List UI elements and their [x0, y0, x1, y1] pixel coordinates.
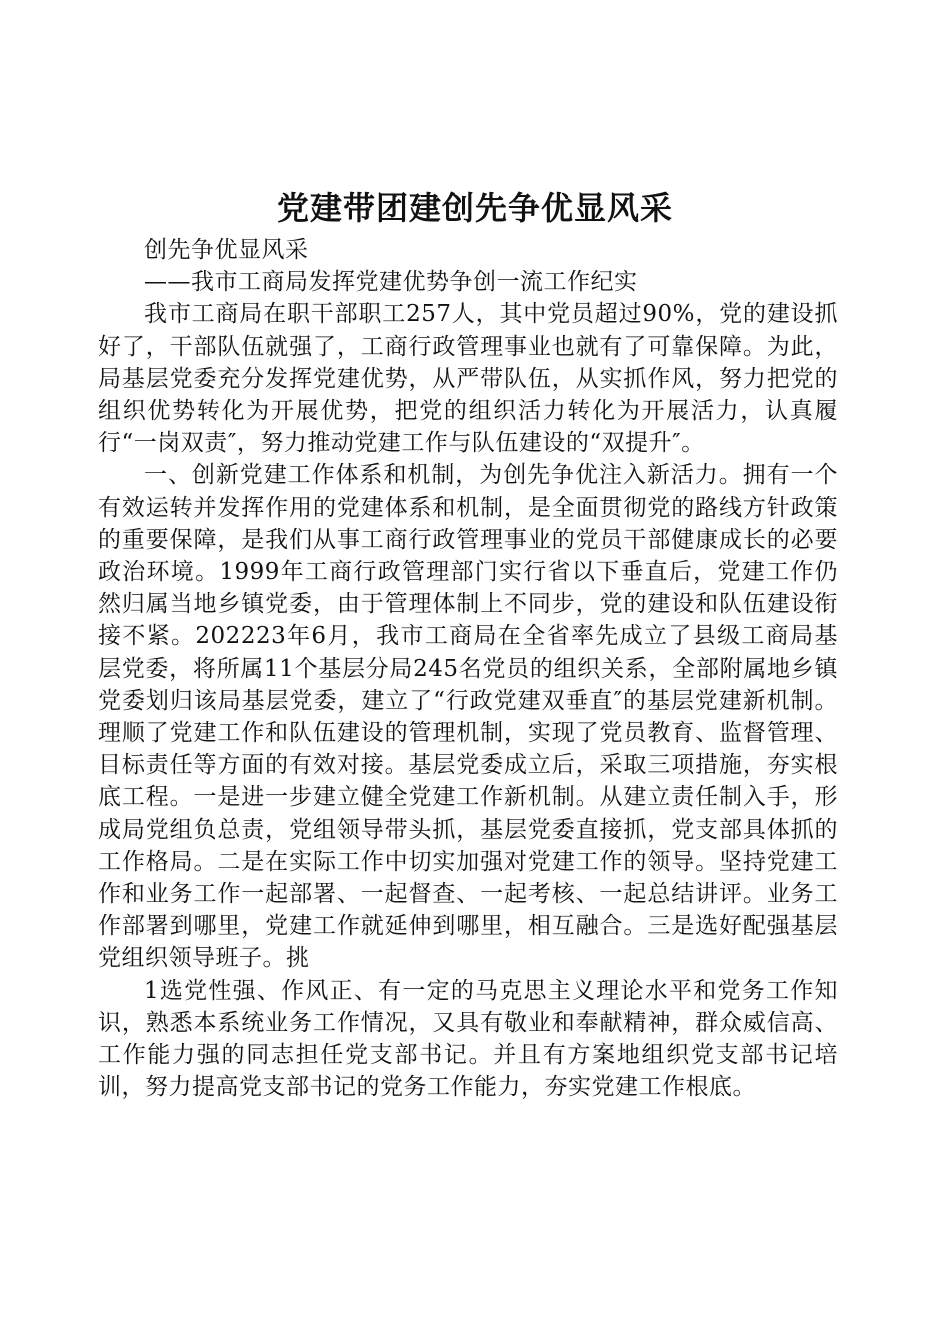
paragraph-intro: 我市工商局在职干部职工257人，其中党员超过90%，党的建设抓好了，干部队伍就强了，工商行政管理事业也就有了可靠保障。为此，局基层党委充分发挥党建优势，从严带队伍，从实抓作风，努力把党的组织优势转化为开展优势，把党的组织活力转化为开展活力，认真履行“一岗双责″，努力推动党建工作与队伍建设的“双提升″。	[98, 301, 838, 457]
subtitle-line: 创先争优显风采	[144, 237, 309, 263]
document-body	[98, 234, 838, 1103]
paragraph-continuation: 1选党性强、作风正、有一定的马克思主义理论水平和党务工作知识，熟悉本系统业务工作情况，又具有敬业和奉献精神，群众威信高、工作能力强的同志担任党支部书记。并且有方案地组织党支部书记培训，努力提高党支部书记的党务工作能力，夯实党建工作根底。	[98, 977, 838, 1101]
document-title: 党建带团建创先争优显风采	[276, 189, 673, 227]
paragraph-section-one: 一、创新党建工作体系和机制，为创先争优注入新活力。拥有一个有效运转并发挥作用的党建体系和机制，是全面贯彻党的路线方针政策的重要保障，是我们从事工商行政管理事业的党员干部健康成长的必要政治环境。1999年工商行政管理部门实行省以下垂直后，党建工作仍然归属当地乡镇党委，由于管理体制上不同步，党的建设和队伍建设衔接不紧。202223年6月，我市工商局在全省率先成立了县级工商局基层党委，将所属11个基层分局245名党员的组织关系，全部附属地乡镇党委划归该局基层党委，建立了“行政党建双垂直″的基层党建新机制。理顺了党建工作和队伍建设的管理机制，实现了党员教育、监督管理、目标责任等方面的有效对接。基层党委成立后，采取三项措施，夯实根底工程。一是进一步建立健全党建工作新机制。从建立责任制入手，形成局党组负总责，党组领导带头抓，基层党委直接抓，党支部具体抓的工作格局。二是在实际工作中切实加强对党建工作的领导。坚持党建工作和业务工作一起部署、一起督查、一起考核、一起总结讲评。业务工作部署到哪里，党建工作就延伸到哪里，相互融合。三是选好配强基层党组织领导班子。挑	[98, 462, 838, 972]
subtitle-dash-line: ——我市工商局发挥党建优势争创一流工作纪实	[144, 269, 638, 296]
